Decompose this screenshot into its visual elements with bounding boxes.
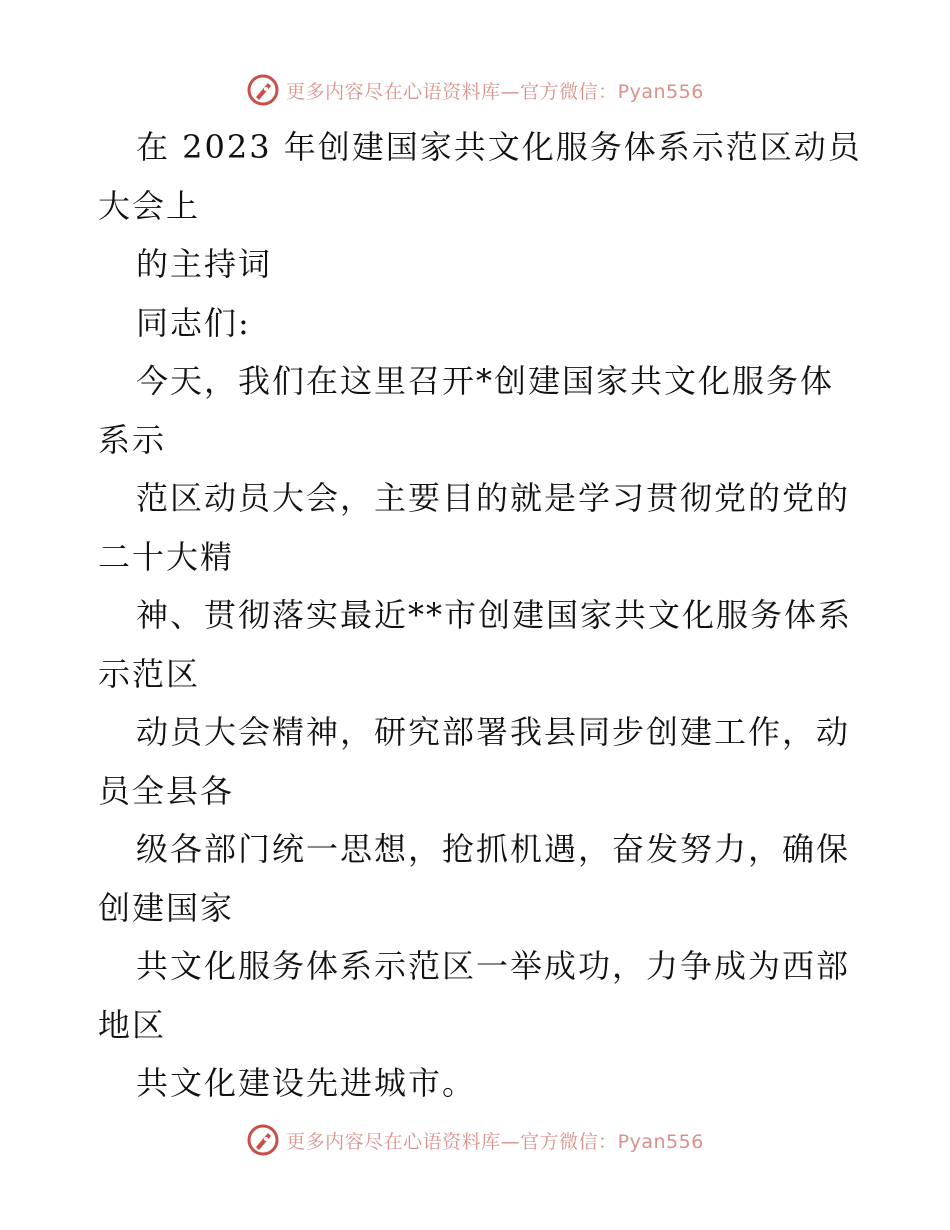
paragraph-line: 员全县各 bbox=[98, 771, 235, 810]
paragraph-line: 二十大精 bbox=[98, 537, 235, 576]
paragraph-line: 共文化建设先进城市。 bbox=[136, 1064, 477, 1102]
paragraph-line: 创建国家 bbox=[98, 888, 235, 927]
paragraph-line: 示范区 bbox=[98, 654, 201, 693]
paragraph-line: 同志们: bbox=[136, 303, 251, 342]
paragraph-line: 共文化服务体系示范区一举成功，力争成为西部 bbox=[136, 947, 851, 985]
paragraph-line: 今天，我们在这里召开*创建国家共文化服务体 bbox=[136, 362, 835, 400]
paragraph-line: 范区动员大会，主要目的就是学习贯彻党的党的 bbox=[136, 479, 851, 517]
pen-nib-seal-icon bbox=[246, 1123, 280, 1157]
paragraph-line: 的主持词 bbox=[136, 245, 273, 283]
paragraph-line: 动员大会精神，研究部署我县同步创建工作，动 bbox=[136, 713, 851, 751]
footer-watermark bbox=[0, 1120, 950, 1160]
header-watermark bbox=[0, 70, 950, 110]
paragraph-line: 系示 bbox=[98, 420, 167, 459]
paragraph-line: 级各部门统一思想，抢抓机遇，奋发努力，确保 bbox=[136, 830, 851, 868]
paragraph-line: 神、贯彻落实最近**市创建国家共文化服务体系 bbox=[136, 596, 853, 634]
paragraph-line: 大会上 bbox=[98, 186, 201, 225]
document-body bbox=[98, 118, 862, 1113]
watermark-text: 更多内容尽在心语资料库—官方微信：Pyan556 bbox=[286, 1130, 704, 1153]
paragraph-line: 在 2023 年创建国家共文化服务体系示范区动员 bbox=[136, 128, 862, 166]
pen-nib-seal-icon bbox=[246, 73, 280, 107]
watermark-text: 更多内容尽在心语资料库—官方微信：Pyan556 bbox=[286, 80, 704, 103]
paragraph-line: 地区 bbox=[98, 1005, 167, 1044]
